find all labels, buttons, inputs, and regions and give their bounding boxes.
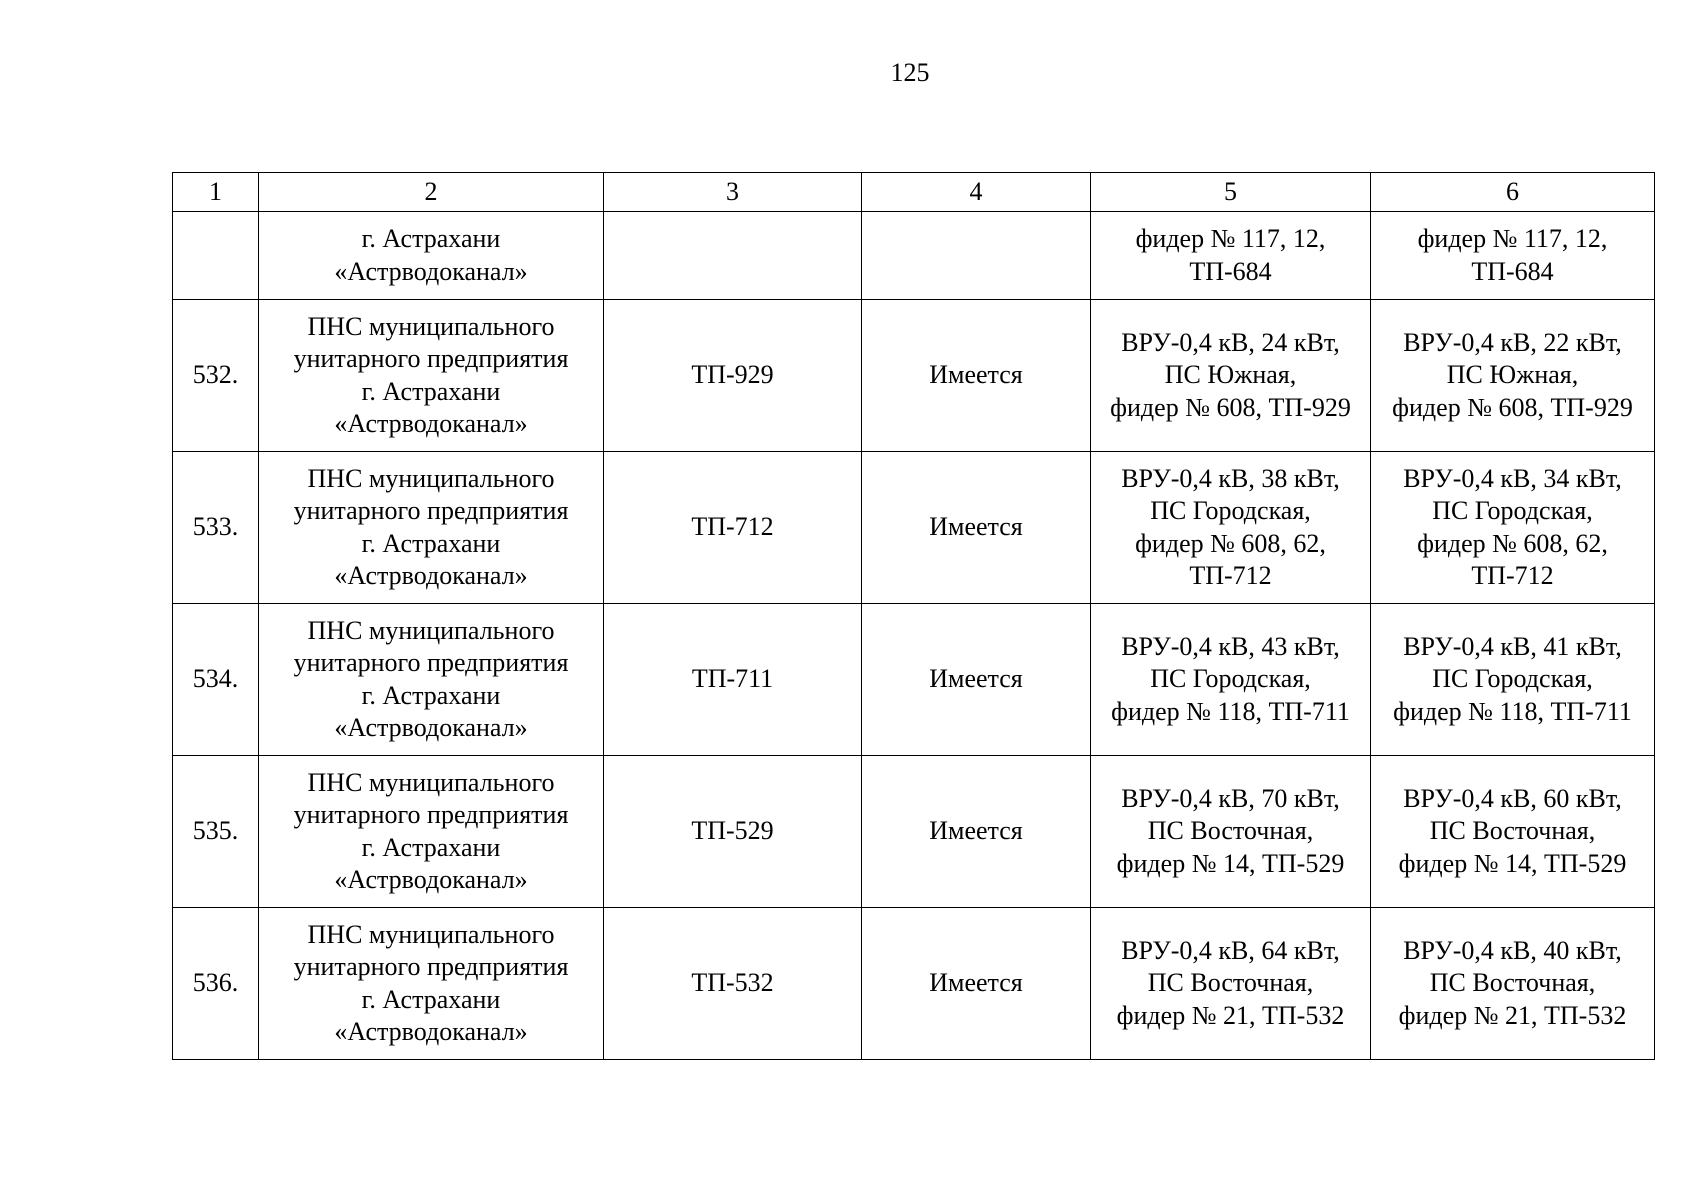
- power-source-6-cell: фидер № 117, 12, ТП-684: [1371, 212, 1655, 300]
- power-source-5-cell: ВРУ-0,4 кВ, 64 кВт, ПС Восточная, фидер № 21, ТП-532: [1091, 908, 1371, 1060]
- column-number-1: 1: [173, 173, 259, 212]
- column-number-3: 3: [604, 173, 862, 212]
- power-source-6-cell: ВРУ-0,4 кВ, 34 кВт, ПС Городская, фидер № 608, 62, ТП-712: [1371, 452, 1655, 604]
- row-number-cell: 532.: [173, 300, 259, 452]
- consumer-name-cell: г. Астрахани «Астрводоканал»: [259, 212, 604, 300]
- power-source-5-cell: ВРУ-0,4 кВ, 24 кВт, ПС Южная, фидер № 608, ТП-929: [1091, 300, 1371, 452]
- table-row: [173, 452, 1655, 604]
- table-header-row: [173, 173, 1655, 212]
- data-table: [172, 172, 1655, 1060]
- power-source-6-cell: ВРУ-0,4 кВ, 41 кВт, ПС Городская, фидер № 118, ТП-711: [1371, 604, 1655, 756]
- column-number-4: 4: [862, 173, 1091, 212]
- page-number: 125: [890, 58, 930, 87]
- power-source-5-cell: фидер № 117, 12, ТП-684: [1091, 212, 1371, 300]
- substation-cell: [604, 212, 862, 300]
- table-row: [173, 756, 1655, 908]
- row-number-cell: [173, 212, 259, 300]
- row-number-cell: 536.: [173, 908, 259, 1060]
- availability-cell: Имеется: [862, 452, 1091, 604]
- consumer-name-cell: ПНС муниципального унитарного предприятия г. Астрахани «Астрводоканал»: [259, 756, 604, 908]
- availability-cell: Имеется: [862, 604, 1091, 756]
- availability-cell: Имеется: [862, 908, 1091, 1060]
- power-source-5-cell: ВРУ-0,4 кВ, 38 кВт, ПС Городская, фидер № 608, 62, ТП-712: [1091, 452, 1371, 604]
- availability-cell: [862, 212, 1091, 300]
- power-source-6-cell: ВРУ-0,4 кВ, 22 кВт, ПС Южная, фидер № 608, ТП-929: [1371, 300, 1655, 452]
- table-row: [173, 300, 1655, 452]
- power-source-6-cell: ВРУ-0,4 кВ, 60 кВт, ПС Восточная, фидер № 14, ТП-529: [1371, 756, 1655, 908]
- consumer-name-cell: ПНС муниципального унитарного предприятия г. Астрахани «Астрводоканал»: [259, 908, 604, 1060]
- column-number-2: 2: [259, 173, 604, 212]
- power-source-5-cell: ВРУ-0,4 кВ, 43 кВт, ПС Городская, фидер № 118, ТП-711: [1091, 604, 1371, 756]
- row-number-cell: 533.: [173, 452, 259, 604]
- row-number-cell: 535.: [173, 756, 259, 908]
- substation-cell: ТП-711: [604, 604, 862, 756]
- availability-cell: Имеется: [862, 756, 1091, 908]
- consumer-name-cell: ПНС муниципального унитарного предприятия г. Астрахани «Астрводоканал»: [259, 452, 604, 604]
- consumer-name-cell: ПНС муниципального унитарного предприятия г. Астрахани «Астрводоканал»: [259, 604, 604, 756]
- table-row: [173, 212, 1655, 300]
- power-source-5-cell: ВРУ-0,4 кВ, 70 кВт, ПС Восточная, фидер № 14, ТП-529: [1091, 756, 1371, 908]
- substation-cell: ТП-532: [604, 908, 862, 1060]
- table-row: [173, 908, 1655, 1060]
- consumer-name-cell: ПНС муниципального унитарного предприятия г. Астрахани «Астрводоканал»: [259, 300, 604, 452]
- table-row: [173, 604, 1655, 756]
- substation-cell: ТП-529: [604, 756, 862, 908]
- substation-cell: ТП-712: [604, 452, 862, 604]
- column-number-5: 5: [1091, 173, 1371, 212]
- row-number-cell: 534.: [173, 604, 259, 756]
- substation-cell: ТП-929: [604, 300, 862, 452]
- power-source-6-cell: ВРУ-0,4 кВ, 40 кВт, ПС Восточная, фидер № 21, ТП-532: [1371, 908, 1655, 1060]
- column-number-6: 6: [1371, 173, 1655, 212]
- availability-cell: Имеется: [862, 300, 1091, 452]
